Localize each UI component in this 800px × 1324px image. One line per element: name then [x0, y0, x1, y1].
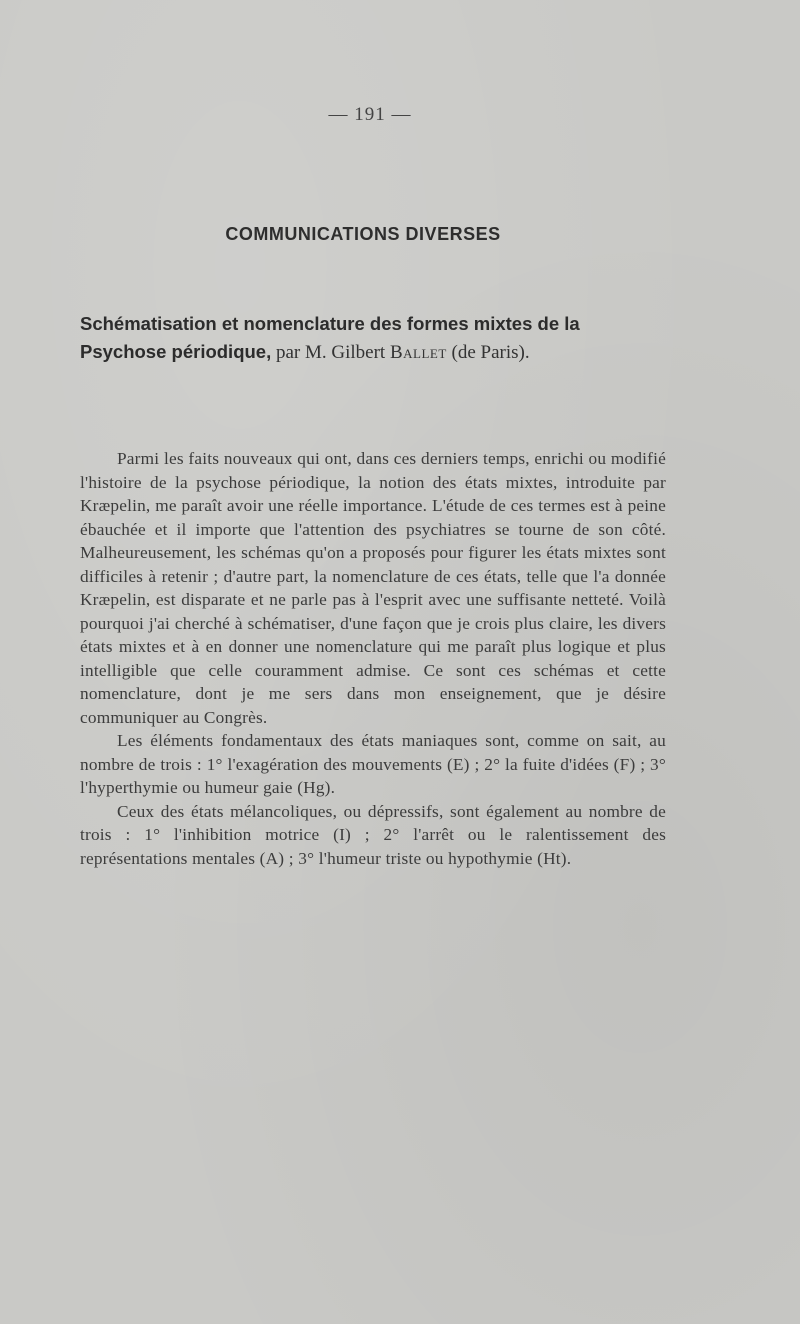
section-heading: COMMUNICATIONS DIVERSES [225, 224, 501, 244]
paragraph-intro: Parmi les faits nouveaux qui ont, dans ces derniers temps, enrichi ou modifié l'histoire de la psychose périodique, la notion des états mixtes, introduite par Kræpelin, me paraît avoir une réelle importance. L'étude de ces termes est à peine ébauchée et il importe que l'attention des psychiatres se tourne de son côté. Malheureusement, les schémas qu'on a proposés pour figurer les états mixtes sont difficiles à retenir ; d'autre part, la nomenclature de ces états, telle que l'a donnée Kræpelin, est disparate et ne parle pas à l'esprit avec une suffisante netteté. Voilà pourquoi j'ai cherché à schématiser, d'une façon que je crois plus claire, les divers états mixtes et à en donner une nomenclature qui me paraît plus logique et plus intelligible que celle couramment admise. Ce sont ces schémas et cette nomenclature, dont je me sers dans mon enseignement, que je désire communiquer au Congrès. [80, 449, 666, 727]
article-body [80, 447, 666, 870]
page-number: — 191 — [328, 104, 412, 125]
article-title [80, 310, 666, 366]
article-title-bold: Schématisation et nomenclature des formes mixtes de la Psychose périodique, [80, 313, 580, 362]
author-surname: Ballet [389, 342, 447, 363]
article-title-by: par M. Gilbert [271, 342, 390, 363]
paragraph-melancholic-elements: Ceux des états mélancoliques, ou dépressifs, sont également au nombre de trois : 1° l'inhibition motrice (I) ; 2° l'arrêt ou le ralentissement des représentations mentales (A) ; 3° l'humeur triste ou hypothymie (Ht). [80, 801, 666, 868]
author-place: (de Paris). [446, 342, 530, 363]
paragraph-manic-elements: Les éléments fondamentaux des états maniaques sont, comme on sait, au nombre de trois : 1° l'exagération des mouvements (E) ; 2° la fuite d'idées (F) ; 3° l'hyperthymie ou humeur gaie (Hg). [80, 731, 666, 797]
